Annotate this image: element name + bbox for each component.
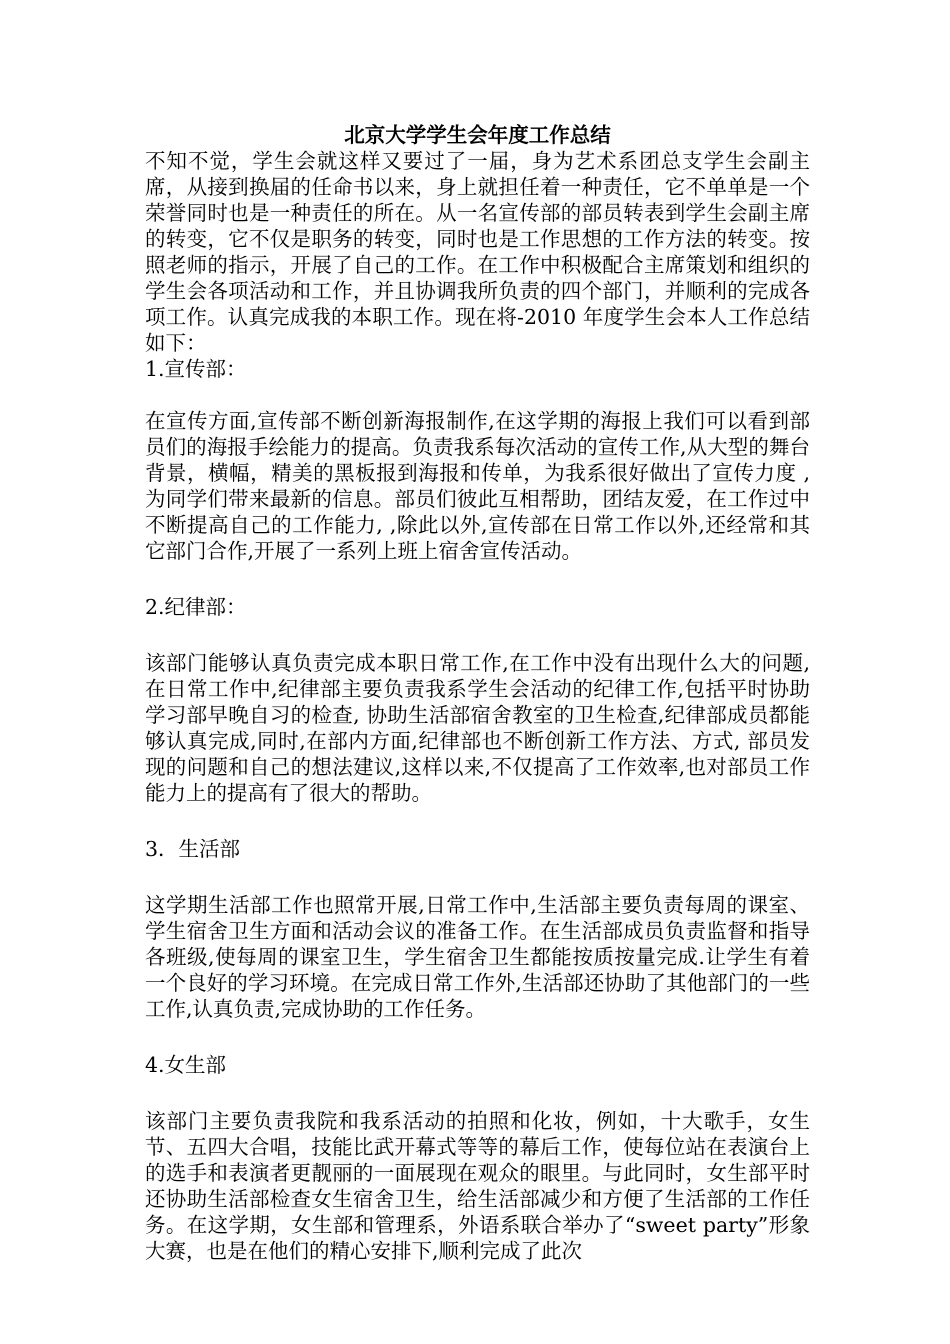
section-body-life: 这学期生活部工作也照常开展,日常工作中,生活部主要负责每周的课室、学生宿舍卫生方面和活动会议的准备工作。在生活部成员负责监督和指导各班级,使每周的课室卫生，学生宿舍卫生都能按质按量完成.让学生有着一个良好的学习环境。在完成日常工作外,生活部还协助了其他部门的一些工作,认真负责,完成协助的工作任务。 (145, 893, 810, 1021)
blank-line (145, 564, 810, 594)
section-heading-discipline: 2.纪律部： (145, 595, 247, 619)
blank-line (145, 382, 810, 408)
intro-paragraph: 不知不觉，学生会就这样又要过了一届，身为艺术系团总支学生会副主席，从接到换届的任命书以来，身上就担任着一种责任，它不单单是一个荣誉同时也是一种责任的所在。从一名宣传部的部员转表到学生会副主席的转变，它不仅是职务的转变，同时也是工作思想的工作方法的转变。按照老师的指示，开展了自己的工作。在工作中积极配合主席策划和组织的学生会各项活动和工作，并且协调我所负责的四个部门，并顺利的完成各项工作。认真完成我的本职工作。现在将-2010 年度学生会本人工作总结如下： (145, 149, 810, 355)
blank-line (145, 806, 810, 836)
section-body-female: 该部门主要负责我院和我系活动的拍照和化妆，例如，十大歌手，女生节、五四大合唱，技能比武开幕式等等的幕后工作，使每位站在表演台上的选手和表演者更靓丽的一面展现在观众的眼里。与此同时，女生部平时还协助生活部检查女生宿舍卫生，给生活部减少和方便了生活部的工作任务。在这学期，女生部和管理系，外语系联合举办了“sweet party”形象大赛，也是在他们的精心安排下,顺利完成了此次 (145, 1109, 810, 1263)
section-body-publicity: 在宣传方面,宣传部不断创新海报制作,在这学期的海报上我们可以看到部员们的海报手绘能力的提高。负责我系每次活动的宣传工作,从大型的舞台背景，横幅，精美的黑板报到海报和传单，为我系很好做出了宣传力度 , 为同学们带来最新的信息。部员们彼此互相帮助，团结友爱，在工作过中不断提高自己的工作能力, ,除此以外,宣传部在日常工作以外,还经常和其它部门合作,开展了一系列上班上宿舍宣传活动。 (145, 409, 810, 563)
section-heading-female: 4.女生部 (145, 1053, 227, 1077)
document-page (145, 122, 810, 1264)
blank-line (145, 1022, 810, 1052)
section-body-discipline: 该部门能够认真负责完成本职日常工作,在工作中没有出现什么大的问题,在日常工作中,纪律部主要负责我系学生会活动的纪律工作,包括平时协助学习部早晚自习的检查, 协助生活部宿舍教室的卫生检查,纪律部成员都能够认真完成,同时,在部内方面,纪律部也不断创新工作方法、方式, 部员发现的问题和自己的想法建议,这样以来,不仅提高了工作效率,也对部员工作能力上的提高有了很大的帮助。 (145, 651, 810, 805)
document-title: 北京大学学生会年度工作总结 (344, 123, 611, 147)
blank-line (145, 620, 810, 650)
blank-line (145, 862, 810, 892)
section-heading-publicity: 1.宣传部： (145, 357, 247, 381)
blank-line (145, 1078, 810, 1108)
section-heading-life: 3．生活部 (145, 837, 241, 861)
